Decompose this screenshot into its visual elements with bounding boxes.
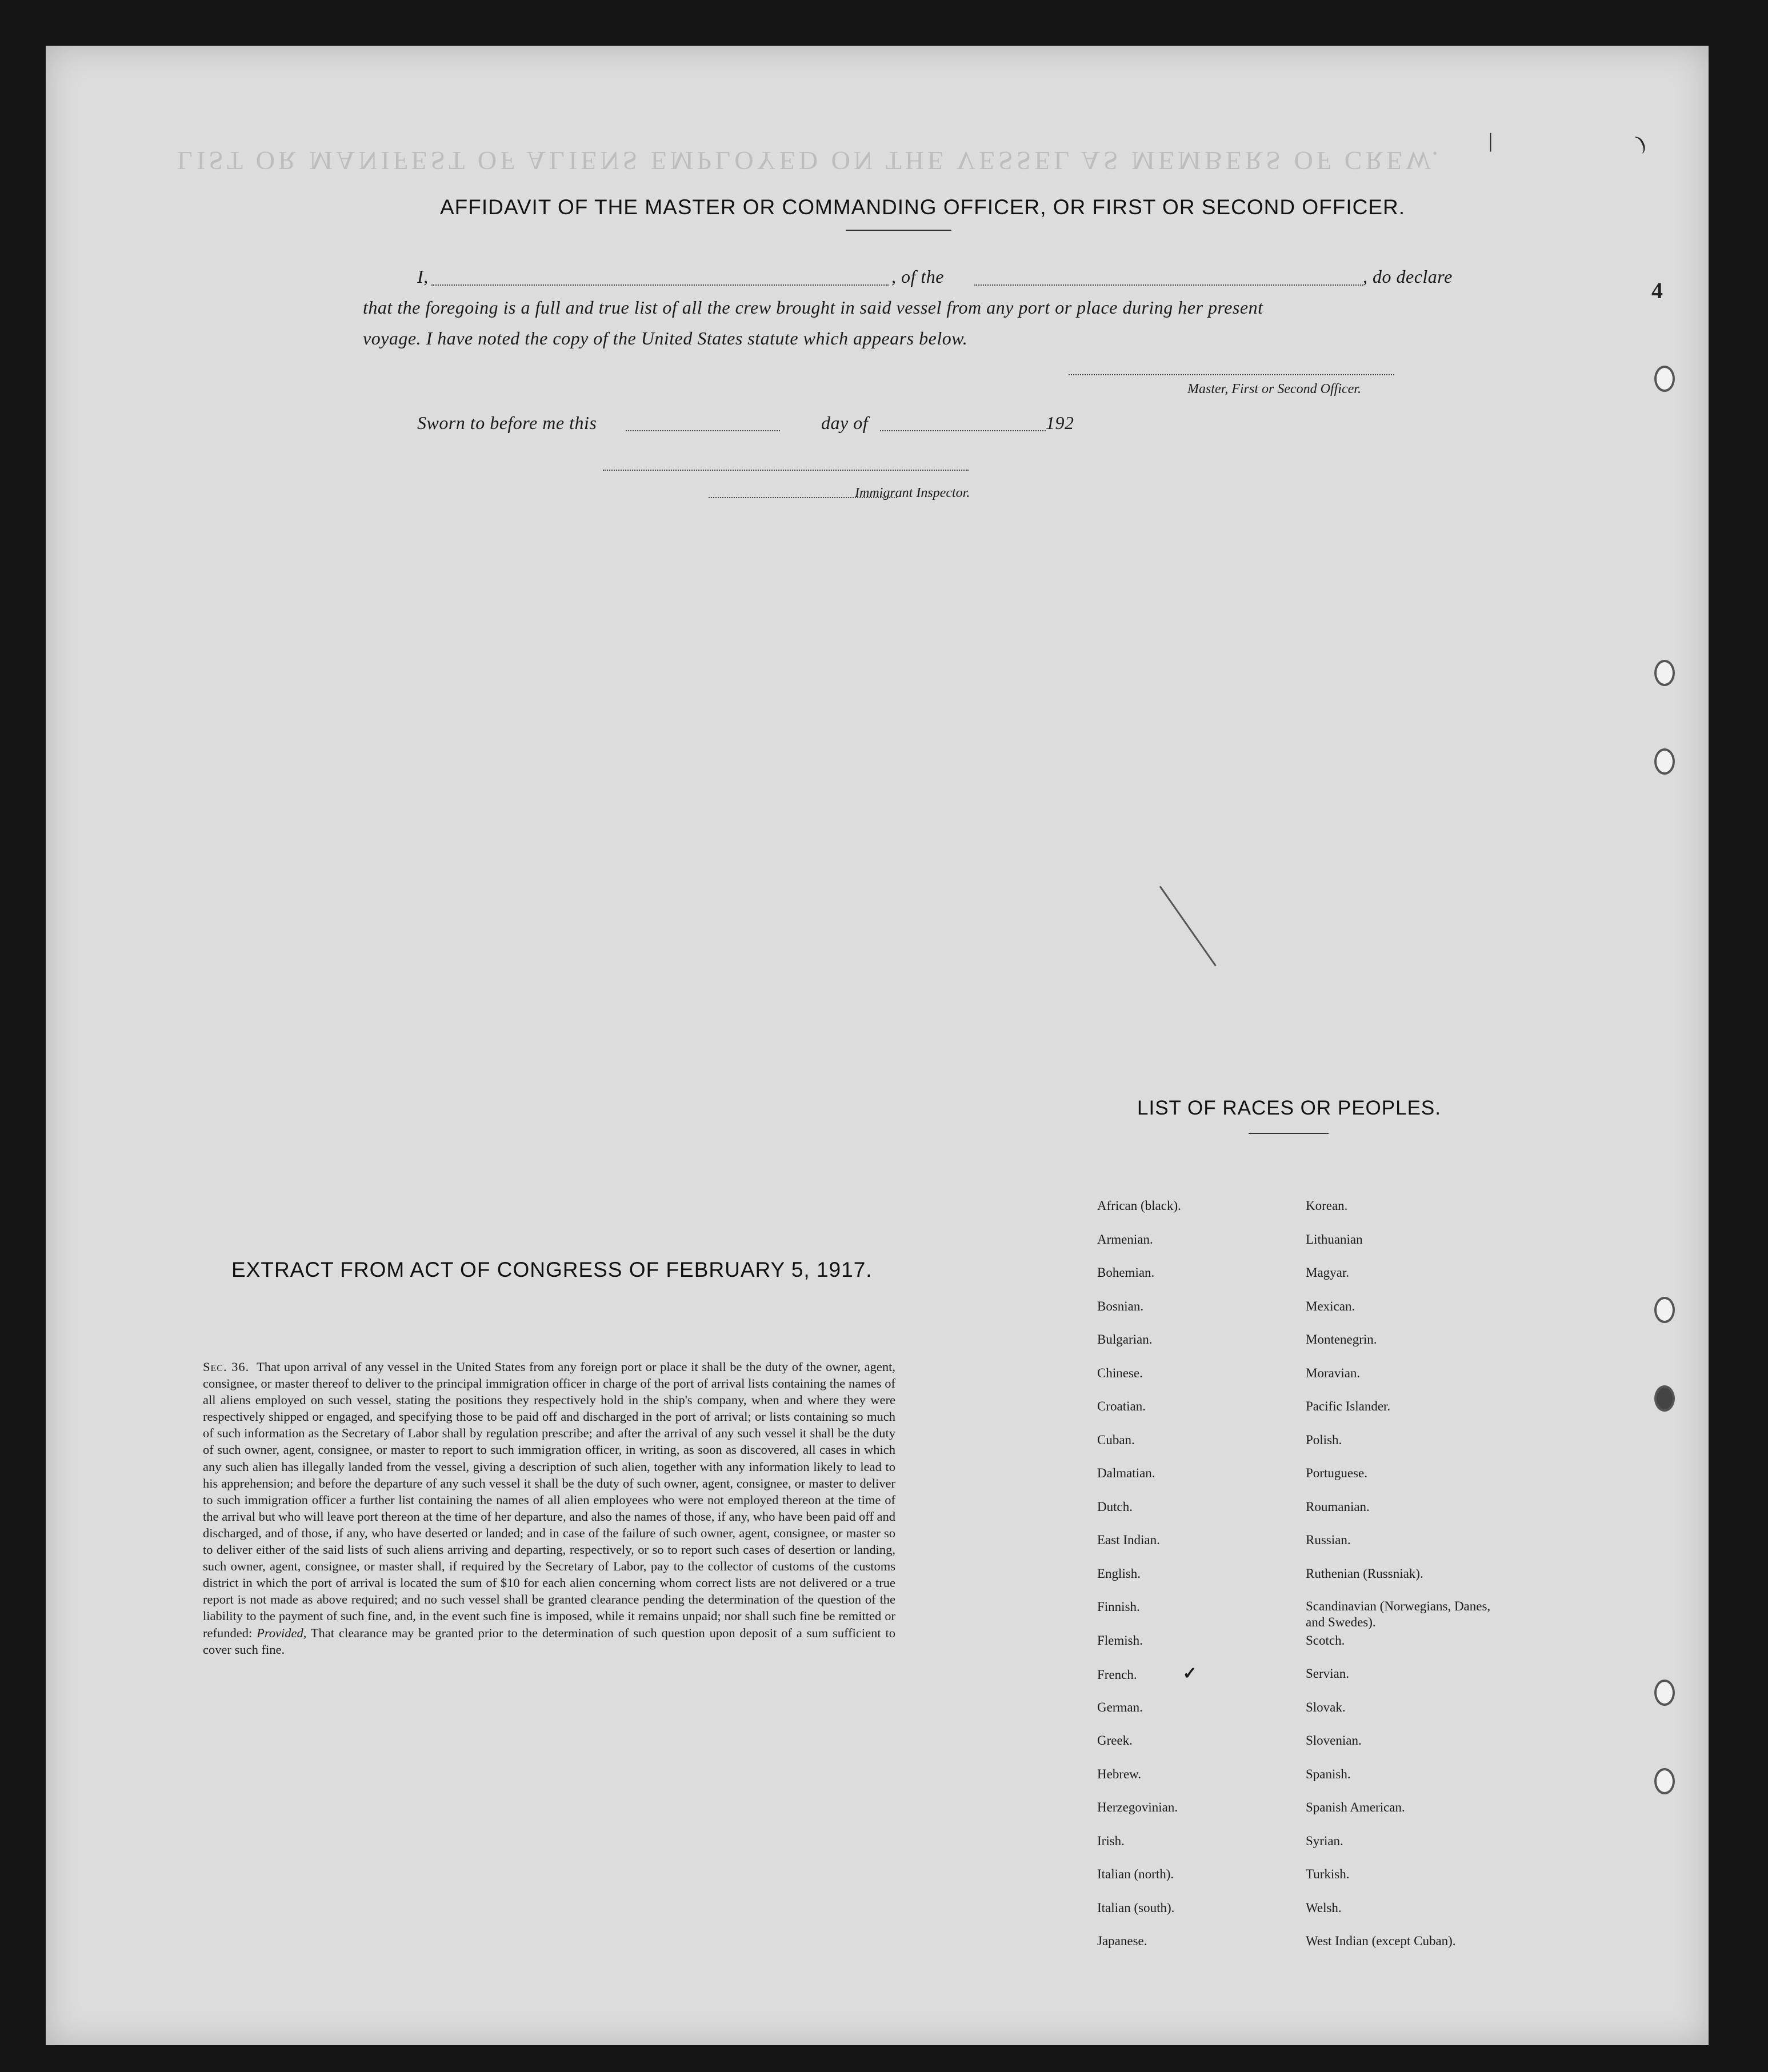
corner-mark: | xyxy=(1489,129,1493,152)
race-item: German. xyxy=(1097,1700,1143,1714)
race-item: Italian (south). xyxy=(1097,1900,1175,1915)
race-item: Cuban. xyxy=(1097,1432,1135,1447)
statute-provided: Provided, xyxy=(257,1625,307,1640)
race-item: Bohemian. xyxy=(1097,1265,1155,1280)
manifest-page xyxy=(46,46,1709,2045)
races-right-column xyxy=(1306,1197,1546,1966)
extract-title: EXTRACT FROM ACT OF CONGRESS OF FEBRUARY 5, 1917. xyxy=(231,1258,873,1281)
pencil-stroke xyxy=(1159,886,1217,967)
page-number: 4 xyxy=(1651,278,1663,303)
race-item: Ruthenian (Russniak). xyxy=(1306,1566,1423,1581)
race-item: Mexican. xyxy=(1306,1298,1355,1313)
race-item: Turkish. xyxy=(1306,1867,1350,1881)
races-left-column xyxy=(1097,1197,1337,1966)
race-item: African (black). xyxy=(1097,1199,1181,1213)
name-field-line[interactable] xyxy=(431,284,889,286)
race-item: West Indian (except Cuban). xyxy=(1306,1934,1456,1948)
punch-hole xyxy=(1654,1385,1675,1412)
race-item: Dalmatian. xyxy=(1097,1466,1155,1480)
races-title: LIST OF RACES OR PEOPLES. xyxy=(1137,1097,1442,1119)
race-item: Armenian. xyxy=(1097,1232,1153,1247)
punch-hole xyxy=(1654,660,1675,686)
race-item-french xyxy=(1097,1665,1337,1699)
race-item: Italian (north). xyxy=(1097,1867,1174,1881)
punch-hole xyxy=(1654,1768,1675,1794)
race-item: Slovenian. xyxy=(1306,1733,1362,1748)
statute-body-end: That clearance may be granted prior to the determination of such question upon deposit of a sum sufficient to cover such fine. xyxy=(203,1625,896,1657)
affidavit-of-the: , of the xyxy=(891,266,944,287)
affidavit-line-2: that the foregoing is a full and true list of all the crew brought in said vessel from any port or place during her present xyxy=(363,297,1263,318)
race-item: East Indian. xyxy=(1097,1533,1160,1547)
race-item: Spanish American. xyxy=(1306,1800,1405,1814)
inspector-line-upper[interactable] xyxy=(603,470,969,471)
check-mark-icon: ✓ xyxy=(1182,1664,1197,1683)
race-item: Spanish. xyxy=(1306,1766,1351,1781)
statute-body: That upon arrival of any vessel in the United States from any foreign port or place it shall be the duty of the owner, agent, consignee, or master thereof to deliver to the principal immigration officer in charge of the port of arrival lists containing the names of all aliens employed on such vessel, stating the positions they respectively hold in the ship's company, when and where they were respectively shipped or engaged, and specifying those to be paid off and discharged in the port of arrival; or lists containing so much of such information as the Secretary of Labor shall by regulation prescribe; and after the arrival of any such vessel it shall be the duty of such owner, agent, consignee, or master to report to such immigration officer, in writing, as soon as discovered, all cases in which any such alien has illegally landed from the vessel, giving a description of such alien, together with any information likely to lead to his apprehension; and before the departure of any such vessel it shall be the duty of such owner, agent, consignee, or master to deliver to such immigration officer a further list containing the names of all alien employees who were not employed thereon at the time of the arrival but who will leave port thereon at the time of her departure, and also the names of those, if any, who have been paid off and discharged, and of those, if any, who have deserted or landed; and in case of the failure of such owner, agent, consignee, or master so to deliver either of the said lists of such aliens arriving and departing, respectively, or so to report such cases of desertion or landing, such owner, agent, consignee, or master shall, if required by the Secretary of Labor, pay to the collector of customs of the customs district in which the port of arrival is located the sum of $10 for each alien concerning whom correct lists are not delivered or a true report is not made as above required; and no such vessel shall be granted clearance pending the determination of the question of the liability to the payment of such fine, and, in the event such fine is imposed, while it remains unpaid; nor shall such fine be remitted or refunded: xyxy=(203,1360,896,1640)
race-item: Chinese. xyxy=(1097,1365,1143,1380)
vessel-field-line[interactable] xyxy=(974,284,1363,286)
race-item: Irish. xyxy=(1097,1833,1125,1848)
inspector-label: Immigrant Inspector. xyxy=(855,486,970,500)
race-item: Bulgarian. xyxy=(1097,1332,1153,1346)
statute-text xyxy=(203,1358,895,1658)
race-item: Magyar. xyxy=(1306,1265,1350,1280)
race-item: Hebrew. xyxy=(1097,1766,1142,1781)
officer-signature-line[interactable] xyxy=(1069,374,1394,375)
affidavit-title: AFFIDAVIT OF THE MASTER OR COMMANDING OFFICER, OR FIRST OR SECOND OFFICER. xyxy=(440,195,1406,219)
race-item: Finnish. xyxy=(1097,1600,1140,1614)
race-item: Polish. xyxy=(1306,1432,1342,1447)
affidavit-line-3: voyage. I have noted the copy of the United States statute which appears below. xyxy=(363,328,968,348)
affidavit-i: I, xyxy=(417,266,429,287)
race-item: Roumanian. xyxy=(1306,1499,1370,1514)
race-item: English. xyxy=(1097,1566,1141,1581)
race-item: Montenegrin. xyxy=(1306,1332,1377,1346)
race-item: Scandinavian (Norwegians, Danes, and Swedes). xyxy=(1306,1599,1491,1629)
race-item: Japanese. xyxy=(1097,1934,1147,1948)
affidavit-do-declare: , do declare xyxy=(1363,266,1453,287)
race-item: Slovak. xyxy=(1306,1700,1346,1714)
sworn-day-line[interactable] xyxy=(626,430,780,431)
ghost-header: LIST OR MANIFEST OF ALIENS EMPLOYED ON THE VESSEL AS MEMBERS OF CREW. xyxy=(177,146,1442,175)
race-item: Lithuanian xyxy=(1306,1232,1363,1247)
punch-hole xyxy=(1654,1680,1675,1706)
races-title-rule xyxy=(1249,1133,1329,1134)
sworn-year-prefix: 192 xyxy=(1046,412,1074,433)
punch-hole xyxy=(1654,1297,1675,1323)
race-item: Servian. xyxy=(1306,1666,1350,1681)
punch-hole xyxy=(1654,748,1675,775)
statute-section: Sec. 36. xyxy=(203,1360,250,1374)
sworn-prefix: Sworn to before me this xyxy=(417,412,597,433)
race-item: Syrian. xyxy=(1306,1833,1343,1848)
race-item: Pacific Islander. xyxy=(1306,1399,1391,1413)
race-item-label: French. xyxy=(1097,1668,1137,1682)
race-item: Bosnian. xyxy=(1097,1298,1144,1313)
race-item: Greek. xyxy=(1097,1733,1133,1748)
race-item: Russian. xyxy=(1306,1533,1351,1547)
corner-mark-right: ) xyxy=(1633,130,1649,154)
race-item: Korean. xyxy=(1306,1199,1348,1213)
race-item: Dutch. xyxy=(1097,1499,1133,1514)
race-item: Scotch. xyxy=(1306,1633,1345,1648)
affidavit-title-rule xyxy=(846,230,951,231)
race-item: Welsh. xyxy=(1306,1900,1342,1915)
sworn-day-of: day of xyxy=(821,412,869,433)
officer-signature-label: Master, First or Second Officer. xyxy=(1187,382,1361,396)
race-item: Moravian. xyxy=(1306,1365,1361,1380)
race-item: Flemish. xyxy=(1097,1633,1143,1648)
sworn-month-line[interactable] xyxy=(880,430,1046,431)
punch-hole xyxy=(1654,366,1675,392)
race-item: Croatian. xyxy=(1097,1399,1146,1413)
race-item: Portuguese. xyxy=(1306,1466,1367,1480)
race-item: Herzegovinian. xyxy=(1097,1800,1178,1814)
